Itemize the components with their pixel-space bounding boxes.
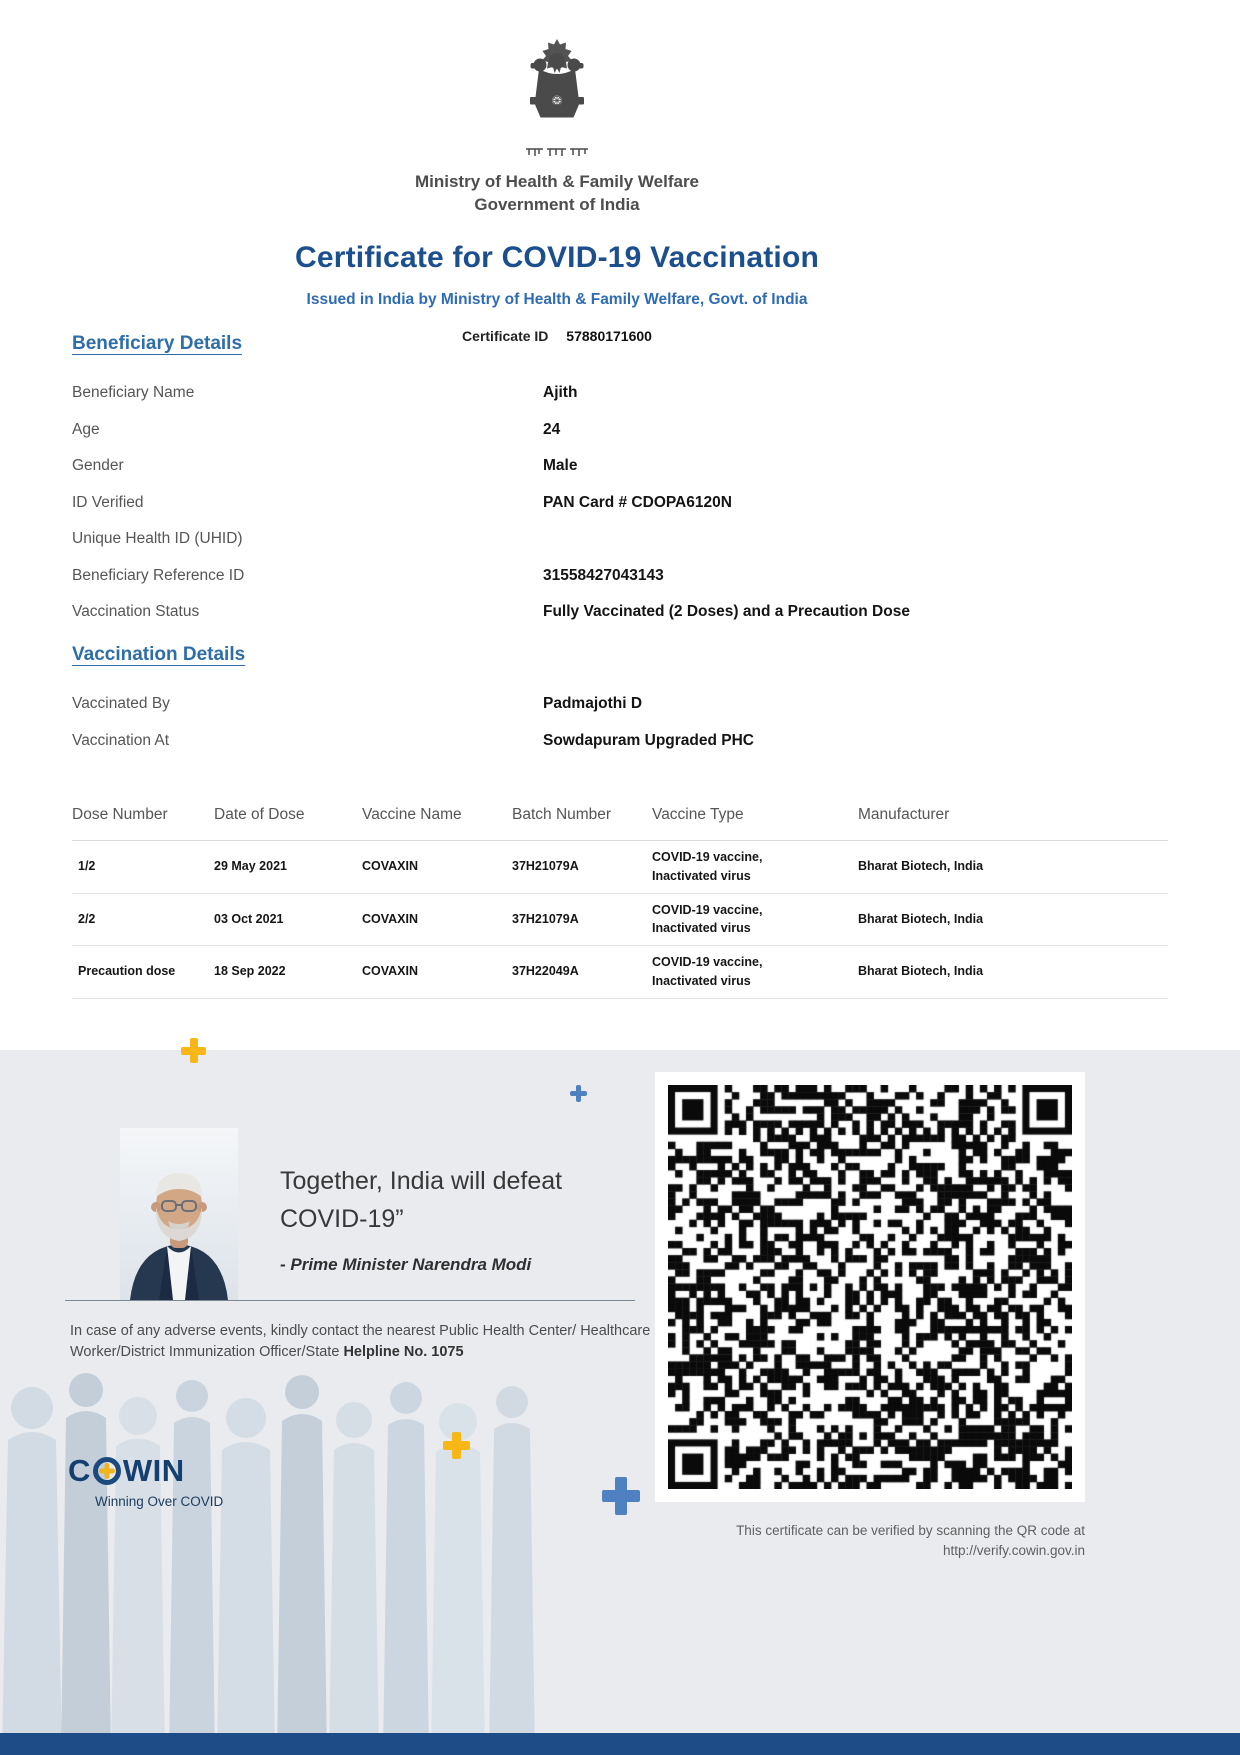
cowin-text-c: C [68,1453,91,1488]
field-row-vaccinated-by [72,686,1168,723]
beneficiary-section-title: Beneficiary Details [72,333,243,354]
field-label: Gender [72,457,124,475]
field-row-uhid [72,521,1168,558]
pm-quote [280,1162,562,1275]
divider-line [65,1300,635,1301]
table-row-dose-2 [72,894,1168,947]
emblem-motto [0,145,1114,163]
quote-attribution: - Prime Minister Narendra Modi [280,1255,532,1274]
quote-line-2: COVID-19” [280,1205,404,1233]
adverse-note [70,1321,655,1364]
field-row-age [72,412,1168,449]
national-emblem [0,36,1114,143]
table-header-cell: Dose Number [72,806,168,823]
verify-url[interactable]: http://verify.cowin.gov.in [942,1542,1085,1558]
helpline-number: Helpline No. 1075 [343,1344,464,1361]
table-cell-vaccine: COVAXIN [362,911,419,926]
vaccination-section [72,644,1168,759]
field-row-id-verified [72,485,1168,522]
field-row-beneficiary-name [72,375,1168,412]
table-cell-date: 18 Sep 2022 [214,964,286,979]
field-label: Unique Health ID (UHID) [72,530,243,548]
field-label: Beneficiary Reference ID [72,566,245,584]
table-row-dose-1 [72,841,1168,894]
vaccination-section-title: Vaccination Details [72,644,246,665]
field-row-gender [72,448,1168,485]
certificate-footer [0,1050,1240,1755]
table-cell-type: COVID-19 vaccine, Inactivated virus [652,955,763,988]
page-subtitle: Issued in India by Ministry of Health & Family Welfare, Govt. of India [306,290,808,308]
table-cell-date: 29 May 2021 [214,859,287,874]
cowin-text-win: WIN [122,1453,185,1488]
table-cell-batch: 37H22049A [512,964,579,979]
beneficiary-section [72,333,1168,631]
table-cell-dose: 2/2 [78,911,96,926]
certificate-id-value: 57880171600 [566,327,652,344]
table-cell-manufacturer: Bharat Biotech, India [858,859,984,874]
cowin-logo [68,1453,223,1509]
field-value: Sowdapuram Upgraded PHC [543,731,754,749]
field-value: 24 [543,420,561,438]
blue-plus-icon [570,1085,587,1102]
emblem-motto-script [524,146,590,158]
dose-table [72,800,1168,999]
field-value: Ajith [543,384,578,402]
table-header-cell: Batch Number [512,806,612,823]
field-row-vaccination-status [72,594,1168,631]
verify-text: This certificate can be verified by scanning the QR code at [736,1523,1085,1538]
field-label: Vaccination At [72,731,170,749]
table-cell-dose: Precaution dose [78,964,176,979]
government-name: Government of India [474,194,640,214]
blue-plus-icon [602,1477,640,1515]
national-emblem-graphic [525,36,589,138]
table-cell-dose: 1/2 [78,859,96,874]
page-title: Certificate for COVID-19 Vaccination [294,240,819,274]
table-cell-manufacturer: Bharat Biotech, India [858,964,984,979]
table-cell-date: 03 Oct 2021 [214,911,284,926]
table-header-cell: Manufacturer [858,806,950,823]
dose-table-header [72,800,1168,841]
field-value: Padmajothi D [543,695,643,713]
certificate-header [0,0,1114,344]
field-value: Male [543,457,578,475]
field-row-vaccination-at [72,723,1168,760]
table-cell-batch: 37H21079A [512,859,579,874]
qr-code-canvas [668,1085,1072,1489]
adverse-text: In case of any adverse events, kindly contact the nearest Public Health Center/ Healthcare Worker/District Immunization Officer/State [70,1323,651,1361]
field-value: 31558427043143 [543,566,664,584]
field-value: PAN Card # CDOPA6120N [543,493,732,511]
modi-photo [120,1128,238,1305]
table-header-cell: Date of Dose [214,806,305,823]
certificate-id-label: Certificate ID [462,327,549,344]
field-label: Vaccination Status [72,603,200,621]
ministry-name: Ministry of Health & Family Welfare [414,172,700,191]
table-cell-manufacturer: Bharat Biotech, India [858,911,984,926]
table-cell-vaccine: COVAXIN [362,859,419,874]
yellow-plus-icon [443,1432,470,1459]
table-cell-batch: 37H21079A [512,911,579,926]
field-label: Vaccinated By [72,695,170,713]
table-cell-vaccine: COVAXIN [362,964,419,979]
table-header-cell: Vaccine Type [652,806,744,823]
qr-code [655,1072,1085,1502]
table-row-precaution-dose [72,946,1168,999]
field-label: ID Verified [72,493,144,511]
field-label: Beneficiary Name [72,384,195,402]
yellow-plus-icon [181,1038,206,1063]
table-cell-type: COVID-19 vaccine, Inactivated virus [652,850,763,883]
table-cell-type: COVID-19 vaccine, Inactivated virus [652,902,763,936]
footer-bar [0,1733,1240,1755]
field-row-reference-id [72,558,1168,595]
field-label: Age [72,420,100,438]
field-value: Fully Vaccinated (2 Doses) and a Precaution Dose [543,603,910,621]
quote-line-1: Together, India will defeat [280,1167,563,1195]
verify-note [736,1521,1085,1560]
modi-photo-graphic [120,1128,238,1300]
crowd-illustration [0,1368,700,1755]
table-header-cell: Vaccine Name [362,806,462,823]
cowin-plus-icon [92,1456,122,1486]
cowin-tagline: Winning Over COVID [95,1494,224,1509]
